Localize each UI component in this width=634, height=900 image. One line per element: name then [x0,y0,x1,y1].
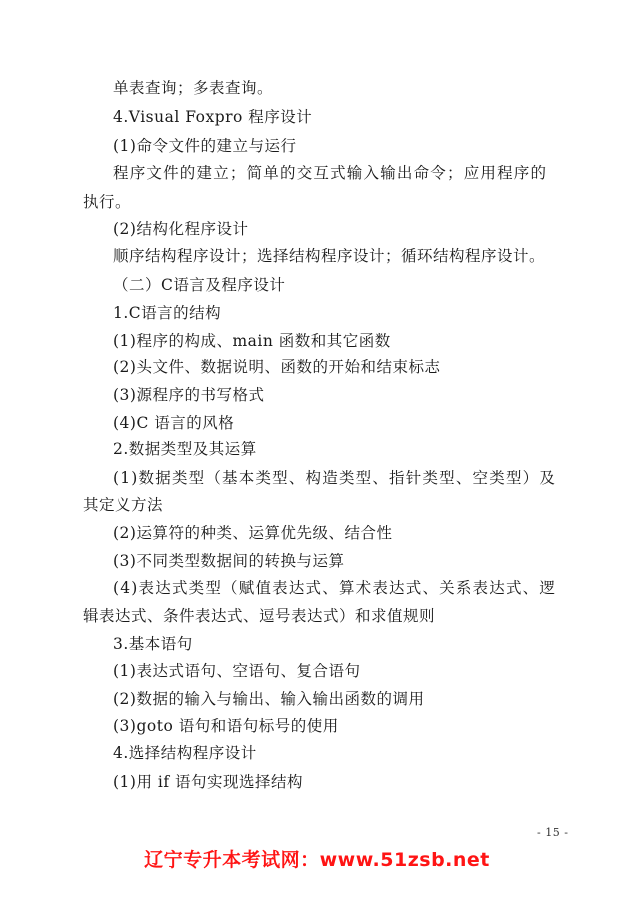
list-item: (2)运算符的种类、运算优先级、结合性 [113,524,393,542]
subsection-heading: (1)命令文件的建立与运行 [113,137,297,155]
section-heading: 2.数据类型及其运算 [113,440,257,458]
list-item: (2)头文件、数据说明、函数的开始和结束标志 [113,358,441,376]
list-item: (1)数据类型（基本类型、构造类型、指针类型、空类型）及 [113,469,557,487]
list-item: (1)表达式语句、空语句、复合语句 [113,662,361,680]
text-line: 执行。 [83,193,132,211]
page-number: - 15 - [537,826,569,839]
list-item: (3)源程序的书写格式 [113,386,265,404]
text-line: 辑表达式、条件表达式、逗号表达式）和求值规则 [83,607,436,625]
text-line: 单表查询；多表查询。 [113,79,274,97]
chapter-heading: （二）C语言及程序设计 [113,276,286,294]
text-line: 其定义方法 [83,496,164,514]
text-line: 顺序结构程序设计；选择结构程序设计；循环结构程序设计。 [113,247,546,265]
section-heading: 1.C语言的结构 [113,304,222,322]
section-heading: 4.选择结构程序设计 [113,744,257,762]
section-heading: 3.基本语句 [113,635,193,653]
text-line: 程序文件的建立；简单的交互式输入输出命令；应用程序的 [113,164,548,182]
list-item: (3)不同类型数据间的转换与运算 [113,552,345,570]
list-item: (1)程序的构成、main 函数和其它函数 [113,332,391,350]
list-item: (1)用 if 语句实现选择结构 [113,773,304,791]
list-item: (4)C 语言的风格 [113,414,235,432]
list-item: (2)数据的输入与输出、输入输出函数的调用 [113,690,425,708]
subsection-heading: (2)结构化程序设计 [113,220,249,238]
site-watermark: 辽宁专升本考试网：www.51zsb.net [144,849,490,871]
list-item: (3)goto 语句和语句标号的使用 [113,717,339,735]
list-item: (4)表达式类型（赋值表达式、算术表达式、关系表达式、逻 [113,579,557,597]
section-heading: 4.Visual Foxpro 程序设计 [113,108,313,126]
